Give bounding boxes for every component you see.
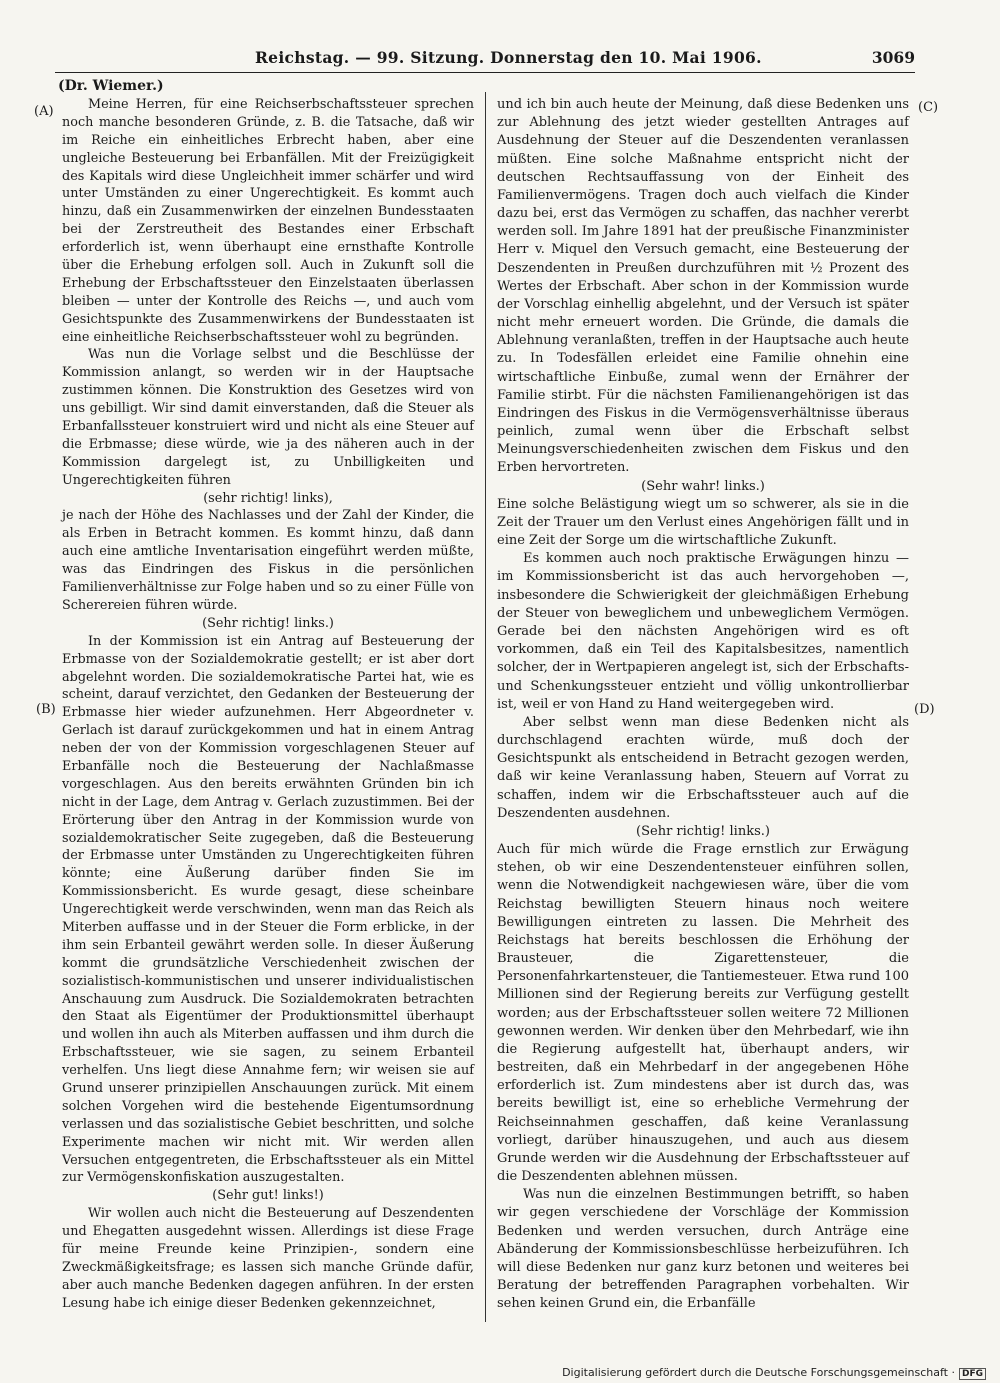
right-column: [497, 96, 909, 1314]
paragraph: je nach der Höhe des Nachlasses und der Zahl der Kinder, die als Erben in Betracht kommen. Es kommt hinzu, daß dann auch eine amtliche Inventarisation eingeführt werden müßte, was das Eindringen des Fiskus in die persönlichen Familienverhältnisse zur Folge haben und so zu einer Fülle von Scherereien führen würde.: [62, 508, 474, 613]
paragraph: Eine solche Belästigung wiegt um so schwerer, als sie in die Zeit der Trauer um den Verlust eines Angehörigen fällt und in eine Zeit der Sorge um die wirtschaftliche Zukunft.: [497, 496, 909, 549]
interjection: (Sehr richtig! links.): [636, 823, 770, 839]
column-divider: [485, 92, 486, 1322]
page-number: 3069: [871, 48, 915, 67]
speaker-label: (Dr. Wiemer.): [58, 78, 164, 94]
footer-credit: [562, 1366, 986, 1380]
interjection: (sehr richtig! links),: [203, 490, 333, 506]
interjection: (Sehr gut! links!): [212, 1188, 324, 1204]
page-header: [55, 46, 915, 73]
paragraph: In der Kommission ist ein Antrag auf Besteuerung der Erbmasse von der Sozialdemokratie gestellt; er ist aber dort abgelehnt worden. Die sozialdemokratische Partei hat, wie es scheint, darauf verzichtet, den Gedanken der Besteuerung der Erbmasse hier wieder aufzunehmen. Herr Abgeordneter v. Gerlach ist darauf zurückgekommen und hat in einem Antrag neben der von der Kommission vorgeschlagenen Steuer auf Erbanfälle noch die Besteuerung der Nachlaßmasse vorgeschlagen. Aus den bereits erwähnten Gründen bin ich nicht in der Lage, dem Antrag v. Gerlach zuzustimmen. Bei der Erörterung über den Antrag in der Kommission wurde von sozialdemokratischer Seite zugegeben, daß die Besteuerung der Erbmasse unter Umständen zu Ungerechtigkeiten führen könnte; eine Äußerung darüber finden Sie im Kommissionsbericht. Es wurde gesagt, diese scheinbare Ungerechtigkeit werde verschwinden, wenn man das Reich als Miterben auffasse und in der Steuer die Form erblicke, in der ihm sein Erbanteil gewährt werden solle. In dieser Äußerung kommt die grundsätzliche Verschiedenheit zwischen der sozialistisch-kommunistischen und unserer individualistischen Anschauung zum Ausdruck. Die Sozialdemokraten betrachten den Staat als Eigentümer der Produktionsmittel überhaupt und wollen ihn auch als Miterben auffassen und ihm durch die Erbschaftssteuer, wie sie sagen, zu seinem Erbanteil verhelfen. Uns liegt diese Annahme fern; wir weisen sie auf Grund unserer prinzipiellen Anschauungen zurück. Mit einem solchen Vorgehen wird die bestehende Eigentumsordnung verlassen und das sozialistische Gebiet beschritten, und solche Experimente machen wir nicht mit. Wir werden allen Versuchen entgegentreten, die Erbschaftssteuer als ein Mittel zur Vermögenskonfiskation auszugestalten.: [62, 633, 474, 1186]
left-column: [62, 96, 474, 1313]
paragraph: Meine Herren, für eine Reichserbschaftssteuer sprechen noch manche besonderen Gründe, z. B. die Tatsache, daß wir im Reiche ein einheitliches Erbrecht haben, aber eine ungleiche Besteuerung bei Erbanfällen. Mit der Freizügigkeit des Kapitals wird diese Ungleichheit immer schärfer und wird unter Umständen zu einer Ungerechtigkeit. Es kommt auch hinzu, daß ein Zusammenwirken der einzelnen Bundesstaaten bei der Zerstreutheit des Bestandes einer Erbschaft erforderlich ist, wenn überhaupt eine ernsthafte Kontrolle über die Erhebung erfolgen soll. Auch in Zukunft soll die Erhebung der Erbschaftssteuer den Einzelstaaten überlassen bleiben — unter der Kontrolle des Reichs —, und auch vom Gesichtspunkte des Zusammenwirkens der Bundesstaaten ist eine einheitliche Reichserbschaftssteuer wohl zu begründen.: [62, 97, 474, 345]
paragraph: Aber selbst wenn man diese Bedenken nicht als durchschlagend erachten würde, muß doch der Gesichtspunkt als entscheidend in Betracht gezogen werden, daß wir keine Veranlassung haben, Steuern auf Vorrat zu schaffen, indem wir die Erbschaftssteuer auch auf die Deszendenten ausdehnen.: [497, 714, 909, 821]
paragraph: Es kommen auch noch praktische Erwägungen hinzu — im Kommissionsbericht ist das auch hervorgehoben —, insbesondere die Schwierigkeit der gleichmäßigen Erhebung der Steuer von beweglichem und unbeweglichem Vermögen. Gerade bei den nächsten Angehörigen wird es oft vorkommen, daß ein Teil des Kapitalsbesitzes, namentlich solcher, der in Wertpapieren angelegt ist, sich der Erbschafts- und Schenkungssteuer entzieht und völlig unkontrollierbar ist, weil er von Hand zu Hand weitergegeben wird.: [497, 551, 909, 712]
margin-marker-d: (D): [914, 702, 935, 717]
dfg-logo: DFG: [959, 1368, 986, 1380]
interjection: (Sehr wahr! links.): [641, 478, 765, 494]
margin-marker-a: (A): [34, 104, 54, 119]
paragraph: und ich bin auch heute der Meinung, daß diese Bedenken uns zur Ablehnung des jetzt wieder gestellten Antrages auf Ausdehnung der Steuer auf die Deszendenten veranlassen müßten. Eine solche Maßnahme entspricht nicht der deutschen Rechtsauffassung von der Einheit des Familienvermögens. Tragen doch auch vielfach die Kinder dazu bei, erst das Vermögen zu schaffen, das nachher vererbt werden soll. Im Jahre 1891 hat der preußische Finanzminister Herr v. Miquel den Versuch gemacht, eine Besteuerung der Deszendenten in Preußen durchzuführen mit ½ Prozent des Wertes der Erbschaft. Aber schon in der Kommission wurde der Vorschlag einhellig abgelehnt, und der Versuch ist später nicht mehr erneuert worden. Die Gründe, die damals die Ablehnung veranlaßten, treffen in der Hauptsache auch heute zu. In Todesfällen erleidet eine Familie ohnehin eine wirtschaftliche Einbuße, zumal wenn der Ernährer der Familie stirbt. Für die nächsten Familienangehörigen ist das Eindringen des Fiskus in die Vermögensverhältnisse überaus peinlich, zumal wenn über die Erbschaft selbst Meinungsverschiedenheiten zwischen dem Fiskus und den Erben hervortreten.: [497, 97, 909, 476]
paragraph: Auch für mich würde die Frage ernstlich zur Erwägung stehen, ob wir eine Deszendentensteuer einführen sollen, wenn die Notwendigkeit nachgewiesen wäre, über die vom Reichstag bewilligten Steuern hinaus noch weitere Bewilligungen eintreten zu lassen. Die Mehrheit des Reichstags hat bereits beschlossen die Erhöhung der Brausteuer, die Zigarettensteuer, die Personenfahrkartensteuer, die Tantiemesteuer. Etwa rund 100 Millionen sind der Regierung bereits zur Verfügung gestellt worden; aus der Erbschaftssteuer sollen weitere 72 Millionen gewonnen werden. Wir denken über den Mehrbedarf, wie ihn die Regierung aufgestellt hat, überhaupt anders, wir bestreiten, daß ein Mehrbedarf in der angegebenen Höhe erforderlich ist. Zum mindestens aber ist durch das, was bereits bewilligt ist, eine so erhebliche Vermehrung der Reichseinnahmen geschaffen, daß keine Veranlassung vorliegt, darüber hinauszugehen, und auch aus diesem Grunde werden wir die Ausdehnung der Erbschaftssteuer auf die Deszendenten ablehnen müssen.: [497, 842, 909, 1185]
interjection: (Sehr richtig! links.): [202, 615, 334, 631]
paragraph: Was nun die einzelnen Bestimmungen betrifft, so haben wir gegen verschiedene der Vorschläge der Kommission Bedenken und werden versuchen, durch Anträge eine Abänderung der Kommissionsbeschlüsse herbeizuführen. Ich will diese Bedenken nur ganz kurz betonen und weiteres bei Beratung der betreffenden Paragraphen vorbehalten. Wir sehen keinen Grund ein, die Erbanfälle: [497, 1187, 909, 1312]
footer-text: Digitalisierung gefördert durch die Deutsche Forschungsgemeinschaft ·: [562, 1366, 955, 1379]
margin-marker-b: (B): [36, 702, 56, 717]
running-head: Reichstag. — 99. Sitzung. Donnerstag den 10. Mai 1906.: [255, 48, 762, 67]
paragraph: Wir wollen auch nicht die Besteuerung auf Deszendenten und Ehegatten ausgedehnt wissen. Allerdings ist diese Frage für meine Freunde keine Prinzipien-, sondern eine Zweckmäßigkeitsfrage; es lassen sich manche Gründe dafür, aber auch manche Bedenken dagegen anführen. In der ersten Lesung habe ich einige dieser Bedenken gekennzeichnet,: [62, 1206, 474, 1311]
margin-marker-c: (C): [918, 100, 939, 115]
paragraph: Was nun die Vorlage selbst und die Beschlüsse der Kommission anlangt, so werden wir in der Hauptsache zustimmen können. Die Konstruktion des Gesetzes wird von uns gebilligt. Wir sind damit einverstanden, daß die Steuer als Erbanfallssteuer konstruiert wird und nicht als eine Steuer auf die Erbmasse; diese würde, wie ja des näheren auch in der Kommission dargelegt ist, zu Unbilligkeiten und Ungerechtigkeiten führen: [62, 347, 474, 488]
